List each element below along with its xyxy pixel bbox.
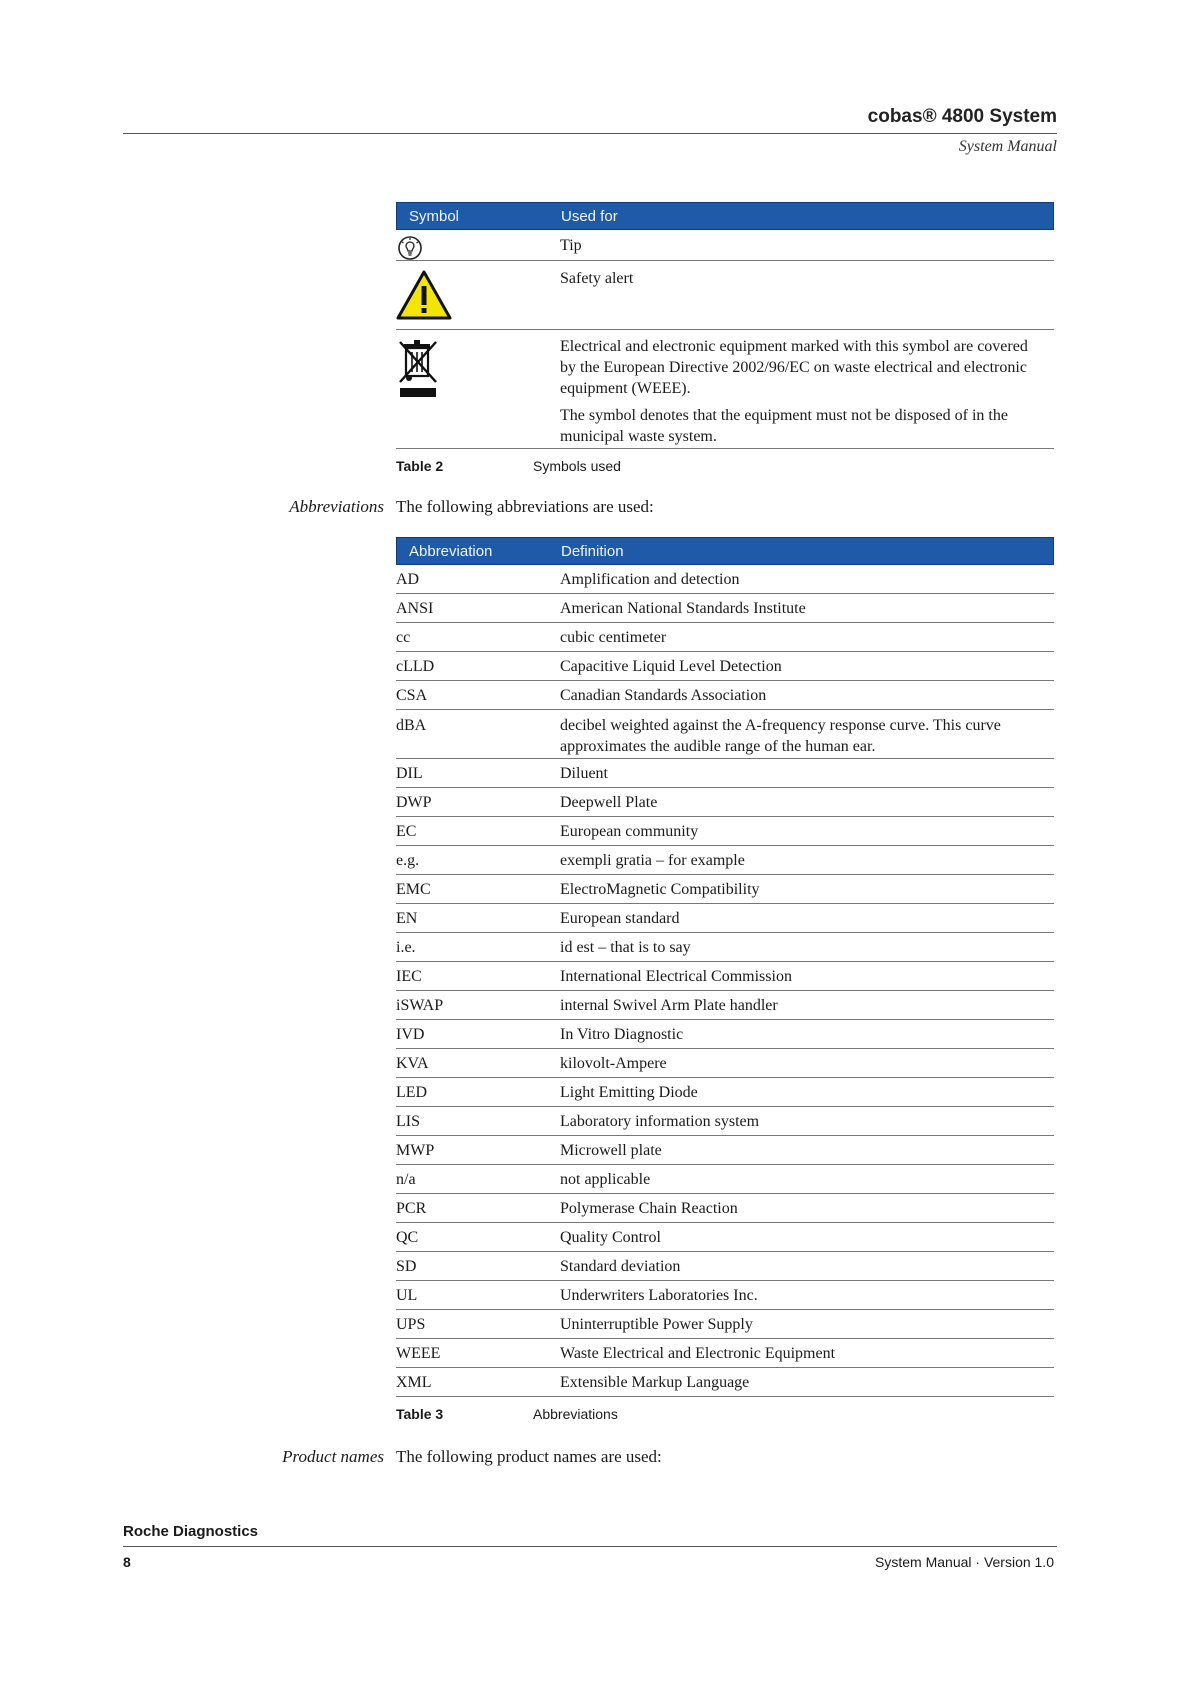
table-row	[396, 1194, 1054, 1223]
product-names-intro: The following product names are used:	[396, 1447, 662, 1466]
abbreviation-cell: DIL	[396, 764, 423, 782]
lightbulb-tip-icon	[396, 230, 560, 260]
table-row	[396, 1281, 1054, 1310]
table-caption	[396, 1406, 1054, 1422]
abbreviation-cell: dBA	[396, 717, 427, 734]
table-row	[396, 933, 1054, 962]
abbreviation-cell: e.g.	[396, 851, 420, 869]
table-row	[396, 710, 1054, 759]
abbreviation-cell: iSWAP	[396, 996, 444, 1014]
table-row	[396, 788, 1054, 817]
symbol-row-safety-alert	[396, 261, 1054, 330]
table-caption-label: Table 2	[396, 458, 444, 474]
definition-cell: internal Swivel Arm Plate handler	[560, 996, 778, 1014]
table-row	[396, 904, 1054, 933]
footer-rule	[123, 1546, 1057, 1547]
abbreviation-cell: LIS	[396, 1112, 420, 1130]
table-row	[396, 817, 1054, 846]
header-rule	[123, 133, 1057, 134]
table-row	[396, 759, 1054, 788]
symbol-row-weee	[396, 330, 1054, 449]
table-caption-text: Abbreviations	[533, 1406, 618, 1422]
abbreviation-cell: DWP	[396, 793, 432, 811]
abbreviation-cell: EC	[396, 822, 417, 840]
definition-cell: Standard deviation	[560, 1257, 681, 1275]
table-row	[396, 565, 1054, 594]
table-row	[396, 991, 1054, 1020]
abbreviation-cell: CSA	[396, 686, 428, 704]
abbreviations-table-header	[396, 537, 1054, 565]
definition-cell: European standard	[560, 909, 680, 927]
footer-manual-version: System Manual · Version 1.0	[875, 1554, 1054, 1570]
abbreviations-intro: The following abbreviations are used:	[396, 497, 654, 516]
definition-cell: Polymerase Chain Reaction	[560, 1199, 738, 1217]
table-row	[396, 1078, 1054, 1107]
abbreviation-cell: i.e.	[396, 938, 416, 956]
definition-cell: In Vitro Diagnostic	[560, 1025, 684, 1043]
table-caption	[396, 458, 1054, 474]
definition-cell: ElectroMagnetic Compatibility	[560, 880, 760, 898]
abbreviation-cell: IEC	[396, 967, 422, 985]
table-row	[396, 1136, 1054, 1165]
abbreviation-cell: EMC	[396, 880, 431, 898]
footer-company: Roche Diagnostics	[123, 1523, 259, 1540]
definition-cell: Amplification and detection	[560, 570, 740, 588]
abbreviation-cell: cc	[396, 628, 411, 646]
abbreviation-cell: LED	[396, 1083, 428, 1101]
abbreviation-cell: QC	[396, 1228, 419, 1246]
definition-cell: Capacitive Liquid Level Detection	[560, 657, 782, 675]
definition-cell: American National Standards Institute	[560, 599, 806, 617]
symbols-table-header	[396, 202, 1054, 230]
table-row	[396, 1223, 1054, 1252]
definition-cell: Canadian Standards Association	[560, 686, 767, 704]
abbreviation-cell: EN	[396, 909, 418, 927]
abbreviations-table	[396, 537, 1054, 1422]
definition-cell: Extensible Markup Language	[560, 1373, 750, 1391]
abbreviation-cell: n/a	[396, 1170, 416, 1188]
abbreviation-cell: PCR	[396, 1199, 427, 1217]
abbreviations-table-body	[396, 565, 1054, 1397]
definition-cell: Uninterruptible Power Supply	[560, 1315, 753, 1333]
abbreviation-cell: IVD	[396, 1025, 425, 1043]
definition-cell: id est – that is to say	[560, 938, 691, 956]
definition-cell: cubic centimeter	[560, 628, 667, 646]
document-title: cobas® 4800 System	[867, 106, 1057, 127]
definition-cell: Deepwell Plate	[560, 793, 658, 811]
table-row	[396, 1165, 1054, 1194]
abbreviation-cell: WEEE	[396, 1344, 441, 1362]
table-row	[396, 1049, 1054, 1078]
section-label-product-names: Product names	[282, 1447, 384, 1466]
definition-cell: Quality Control	[560, 1228, 661, 1246]
definition-cell: Laboratory information system	[560, 1112, 760, 1130]
document-subtitle: System Manual	[958, 138, 1057, 155]
symbol-row-tip	[396, 230, 1054, 261]
definition-cell: Diluent	[560, 764, 608, 782]
table-row	[396, 623, 1054, 652]
table-row	[396, 1020, 1054, 1049]
definition-cell: Microwell plate	[560, 1141, 662, 1159]
table-row	[396, 875, 1054, 904]
abbreviation-cell: cLLD	[396, 657, 435, 675]
abbreviation-cell: KVA	[396, 1054, 429, 1072]
abbreviation-cell: ANSI	[396, 599, 434, 617]
table-caption-text: Symbols used	[533, 458, 621, 474]
definition-cell: Light Emitting Diode	[560, 1083, 698, 1101]
abbreviation-cell: SD	[396, 1257, 417, 1275]
column-header-abbreviation: Abbreviation	[409, 542, 493, 560]
table-row	[396, 1252, 1054, 1281]
symbol-used-for-tip: Tip	[560, 237, 582, 254]
warning-triangle-icon	[396, 261, 560, 329]
abbreviation-cell: XML	[396, 1373, 432, 1391]
page-number: 8	[123, 1554, 131, 1570]
section-label-abbreviations: Abbreviations	[289, 497, 384, 516]
abbreviation-cell: MWP	[396, 1141, 435, 1159]
definition-cell: exempli gratia – for example	[560, 851, 745, 869]
weee-description-paragraph: Electrical and electronic equipment marked with this symbol are covered by the European Directive 2002/96/EC on waste electrical and electronic equipment (WEEE).	[560, 338, 1028, 397]
table-row	[396, 1107, 1054, 1136]
definition-cell: decibel weighted against the A-frequency response curve. This curve approximates the audible range of the human ear.	[560, 717, 1001, 755]
table-row	[396, 1339, 1054, 1368]
symbol-used-for-safety-alert: Safety alert	[560, 270, 634, 287]
weee-disposal-paragraph: The symbol denotes that the equipment must not be disposed of in the municipal waste system.	[560, 407, 1008, 445]
table-row	[396, 1368, 1054, 1397]
column-header-definition: Definition	[561, 542, 624, 560]
table-row	[396, 846, 1054, 875]
definition-cell: not applicable	[560, 1170, 651, 1188]
abbreviation-cell: UL	[396, 1286, 418, 1304]
abbreviation-cell: UPS	[396, 1315, 426, 1333]
abbreviation-cell: AD	[396, 570, 420, 588]
column-header-symbol: Symbol	[409, 207, 460, 225]
column-header-used-for: Used for	[561, 207, 618, 225]
table-row	[396, 962, 1054, 991]
definition-cell: kilovolt-Ampere	[560, 1054, 667, 1072]
table-row	[396, 1310, 1054, 1339]
definition-cell: Waste Electrical and Electronic Equipment	[560, 1344, 836, 1362]
table-row	[396, 652, 1054, 681]
crossed-out-wheelie-bin-icon	[396, 330, 560, 448]
definition-cell: Underwriters Laboratories Inc.	[560, 1286, 758, 1304]
table-row	[396, 681, 1054, 710]
symbols-table	[396, 202, 1054, 474]
definition-cell: International Electrical Commission	[560, 967, 792, 985]
table-caption-label: Table 3	[396, 1406, 444, 1422]
table-row	[396, 594, 1054, 623]
definition-cell: European community	[560, 822, 699, 840]
